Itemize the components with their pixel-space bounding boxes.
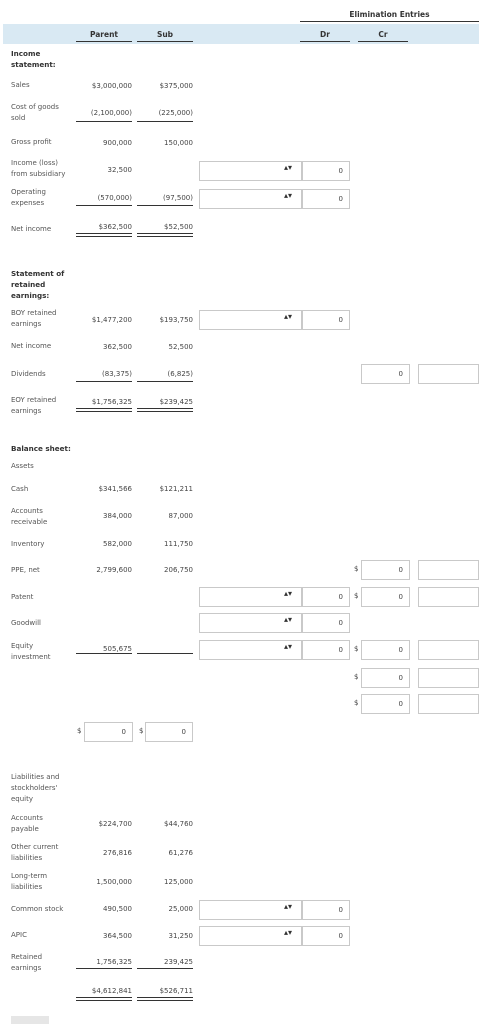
sales-sub: $375,000 (159, 82, 193, 90)
inv-sub: 111,750 (164, 540, 193, 548)
eoy-parent-double-rule (76, 408, 132, 412)
eqinv-dr-input[interactable]: 0 (302, 640, 350, 660)
opex-sub: (97,500) (163, 194, 193, 202)
sales-parent: $3,000,000 (91, 82, 132, 90)
chevron-updown-icon: ▴▾ (283, 642, 292, 651)
gross-sub: 150,000 (164, 139, 193, 147)
ppe-parent: 2,799,600 (96, 566, 132, 574)
extra1-cr-dollar: $ (354, 673, 359, 681)
re-parent-rule (76, 968, 132, 969)
cogs-sub: (225,000) (158, 109, 193, 117)
apic-sub: 31,250 (168, 932, 193, 940)
cogs-parent: (2,100,000) (90, 109, 132, 117)
assets-label: Assets (11, 462, 34, 470)
apic-dr-input[interactable]: 0 (302, 926, 350, 946)
parent-col-header: Parent (89, 30, 119, 39)
div-sub: (6,825) (167, 370, 193, 378)
div-cr-input[interactable]: 0 (361, 364, 410, 384)
apic-parent: 364,500 (103, 932, 132, 940)
tle-parent: $4,612,841 (91, 987, 132, 995)
opex-dr-select[interactable] (199, 189, 302, 209)
cs-dr-select[interactable] (199, 900, 302, 920)
eoy-sub: $239,425 (159, 398, 193, 406)
ar-sub: 87,000 (168, 512, 193, 520)
chevron-updown-icon: ▴▾ (283, 615, 292, 624)
boy-dr-input[interactable]: 0 (302, 310, 350, 330)
chevron-updown-icon: ▴▾ (283, 902, 292, 911)
ppe-cr-input[interactable]: 0 (361, 560, 410, 580)
patent-extra-input[interactable] (418, 587, 479, 607)
eoy-re-label: EOY retained earnings (11, 396, 57, 415)
div-sub-rule (137, 381, 193, 382)
tle-sub-double-rule (137, 997, 193, 1001)
apic-label: APIC (11, 931, 27, 939)
incsub-parent: 32,500 (107, 166, 132, 174)
eqinv-dr-select[interactable] (199, 640, 302, 660)
chevron-updown-icon: ▴▾ (283, 589, 292, 598)
goodwill-dr-select[interactable] (199, 613, 302, 633)
patent-cr-dollar: $ (354, 592, 359, 600)
extra2-extra-input[interactable] (418, 694, 479, 714)
sub-header-rule (137, 41, 193, 42)
patent-dr-input[interactable]: 0 (302, 587, 350, 607)
ni-sub-double-rule (137, 233, 193, 237)
patent-label: Patent (11, 593, 34, 601)
ppe-label: PPE, net (11, 566, 40, 574)
cogs-sub-rule (137, 121, 193, 122)
ap-sub: $44,760 (164, 820, 193, 828)
cash-sub: $121,211 (159, 485, 193, 493)
chevron-updown-icon: ▴▾ (283, 163, 292, 172)
ltl-sub: 125,000 (164, 878, 193, 886)
cs-sub: 25,000 (168, 905, 193, 913)
net-income-label: Net income (11, 225, 52, 233)
extra1-cr-input[interactable]: 0 (361, 668, 410, 688)
boy-re-label: BOY retained earnings (11, 309, 57, 328)
equity-investment-label: Equity investment (11, 642, 51, 661)
re-sub: 239,425 (164, 958, 193, 966)
cs-parent: 490,500 (103, 905, 132, 913)
chevron-updown-icon: ▴▾ (283, 928, 292, 937)
ni-parent: $362,500 (98, 223, 132, 231)
cr-col-header: Cr (378, 30, 388, 39)
eqinv-cr-input[interactable]: 0 (361, 640, 410, 660)
opex-sub-rule (137, 205, 193, 206)
goodwill-label: Goodwill (11, 619, 41, 627)
apic-dr-select[interactable] (199, 926, 302, 946)
dr-col-header: Dr (320, 30, 330, 39)
ocl-parent: 276,816 (103, 849, 132, 857)
elimination-entries-title: Elimination Entries (349, 10, 430, 19)
re-sub-rule (137, 968, 193, 969)
eqinv-parent: 505,675 (103, 645, 132, 653)
ppe-extra-input[interactable] (418, 560, 479, 580)
dividends-label: Dividends (11, 370, 46, 378)
parent-header-rule (76, 41, 132, 42)
dr-header-rule (300, 41, 350, 42)
chevron-updown-icon: ▴▾ (283, 191, 292, 200)
income-sub-label: Income (loss) from subsidiary (11, 159, 66, 178)
ar-parent: 384,000 (103, 512, 132, 520)
extra2-cr-input[interactable]: 0 (361, 694, 410, 714)
re-label: Retained earnings (11, 953, 43, 972)
elimination-title-rule (300, 21, 479, 22)
eoy-sub-double-rule (137, 408, 193, 412)
opex-parent: (570,000) (97, 194, 132, 202)
incsub-dr-select[interactable] (199, 161, 302, 181)
total-assets-parent-dollar: $ (77, 727, 82, 735)
goodwill-dr-input[interactable]: 0 (302, 613, 350, 633)
ppe-sub: 206,750 (164, 566, 193, 574)
eqinv-parent-rule (76, 653, 132, 654)
cs-label: Common stock (11, 905, 64, 913)
cogs-parent-rule (76, 121, 132, 122)
ltl-parent: 1,500,000 (96, 878, 132, 886)
extra1-extra-input[interactable] (418, 668, 479, 688)
eqinv-cr-dollar: $ (354, 645, 359, 653)
patent-cr-input[interactable]: 0 (361, 587, 410, 607)
cogs-label: Cost of goods sold (11, 103, 59, 122)
income-statement-heading: Income statement: (11, 49, 56, 69)
div-extra-input[interactable] (418, 364, 479, 384)
chevron-updown-icon: ▴▾ (283, 312, 292, 321)
cash-parent: $341,566 (98, 485, 132, 493)
boy-sub: $193,750 (159, 316, 193, 324)
boy-dr-select[interactable] (199, 310, 302, 330)
retained-earnings-heading: Statement of retained earnings: (11, 269, 65, 300)
gross-profit-label: Gross profit (11, 138, 52, 146)
opex-label: Operating expenses (11, 188, 46, 207)
total-assets-sub-dollar: $ (139, 727, 144, 735)
cash-label: Cash (11, 485, 29, 493)
eqinv-sub-rule (137, 653, 193, 654)
cs-dr-input[interactable]: 0 (302, 900, 350, 920)
sub-col-header: Sub (156, 30, 174, 39)
re-net-income-label: Net income (11, 342, 52, 350)
opex-dr-input[interactable]: 0 (302, 189, 350, 209)
tle-parent-double-rule (76, 997, 132, 1001)
boy-parent: $1,477,200 (91, 316, 132, 324)
liab-equity-label: Liabilities and stockholders' equity (11, 773, 60, 803)
eoy-parent: $1,756,325 (91, 398, 132, 406)
incsub-dr-input[interactable]: 0 (302, 161, 350, 181)
patent-dr-select[interactable] (199, 587, 302, 607)
total-assets-sub-input[interactable]: 0 (145, 722, 193, 742)
eqinv-extra-input[interactable] (418, 640, 479, 660)
ap-label: Accounts payable (11, 814, 43, 833)
ap-parent: $224,700 (98, 820, 132, 828)
balance-sheet-heading: Balance sheet: (11, 444, 71, 453)
ocl-label: Other current liabilities (11, 843, 59, 862)
ni-sub: $52,500 (164, 223, 193, 231)
gross-parent: 900,000 (103, 139, 132, 147)
tle-sub: $526,711 (159, 987, 193, 995)
re-parent: 1,756,325 (96, 958, 132, 966)
ar-label: Accounts receivable (11, 507, 48, 526)
inv-parent: 582,000 (103, 540, 132, 548)
inventory-label: Inventory (11, 540, 45, 548)
ltl-label: Long-term liabilities (11, 872, 48, 891)
sales-label: Sales (11, 81, 30, 89)
ni-parent-double-rule (76, 233, 132, 237)
reni-parent: 362,500 (103, 343, 132, 351)
div-parent: (83,375) (102, 370, 132, 378)
ocl-sub: 61,276 (168, 849, 193, 857)
div-parent-rule (76, 381, 132, 382)
bottom-tab-stub (11, 1016, 49, 1024)
ppe-cr-dollar: $ (354, 565, 359, 573)
reni-sub: 52,500 (168, 343, 193, 351)
total-assets-parent-input[interactable]: 0 (84, 722, 133, 742)
extra2-cr-dollar: $ (354, 699, 359, 707)
cr-header-rule (358, 41, 408, 42)
opex-parent-rule (76, 205, 132, 206)
